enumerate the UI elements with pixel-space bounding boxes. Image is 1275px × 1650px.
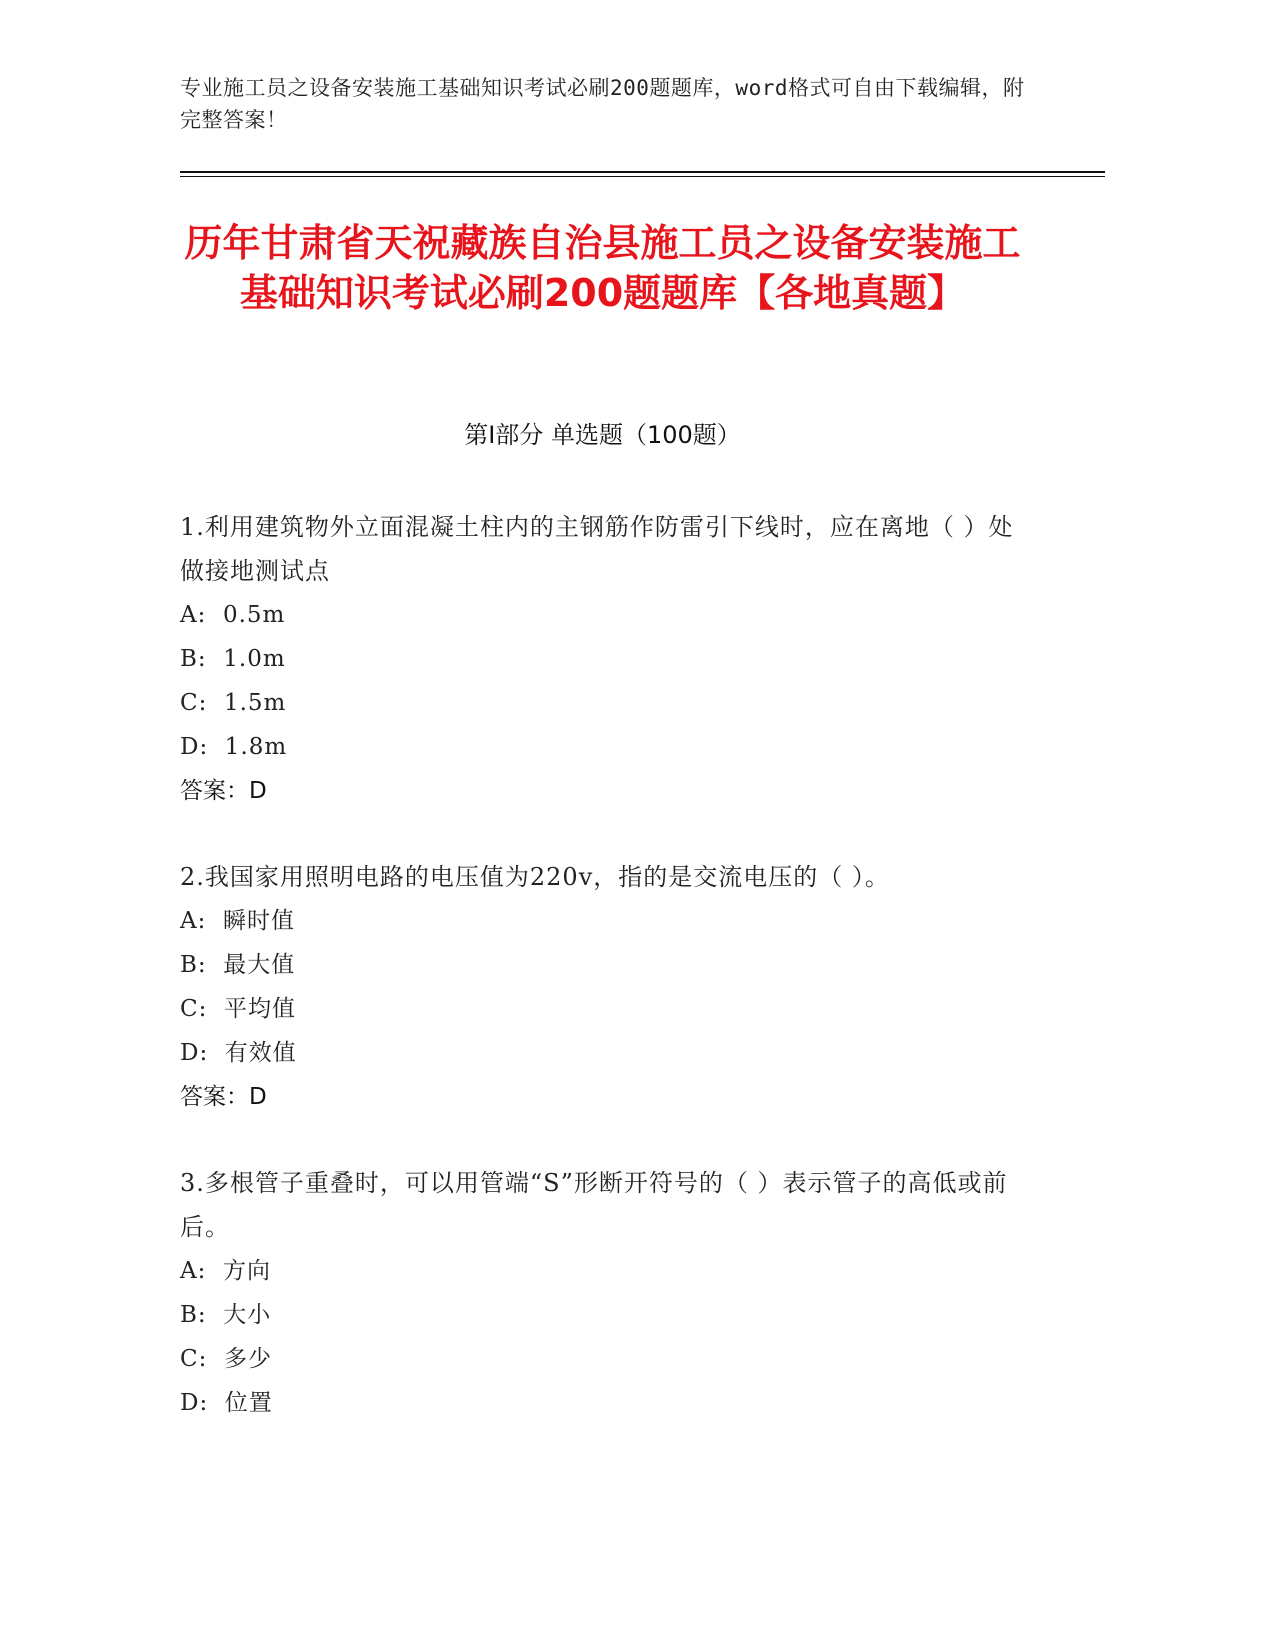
answer: 答案：D [180,778,267,804]
option-c: C: 多少 [180,1346,272,1372]
answer: 答案：D [180,1084,267,1110]
question-3 [180,1161,1025,1425]
question-stem: 1.利用建筑物外立面混凝土柱内的主钢筋作防雷引下线时，应在离地（ ）处做接地测试点 [180,513,1014,585]
option-c: C: 1.5m [180,690,287,716]
option-b: B: 最大值 [180,952,296,978]
option-b: B: 大小 [180,1302,272,1328]
option-d: D: 有效值 [180,1040,297,1066]
question-2 [180,855,1025,1119]
document-title: 历年甘肃省天祝藏族自治县施工员之设备安装施工基础知识考试必刷200题题库【各地真题】 [184,221,1021,315]
question-list [180,505,1025,1467]
option-d: D: 位置 [180,1390,273,1416]
question-stem: 3.多根管子重叠时，可以用管端“S”形断开符号的（ ）表示管子的高低或前后。 [180,1169,1008,1241]
option-a: A: 瞬时值 [180,908,295,934]
option-b: B: 1.0m [180,646,286,672]
option-a: A: 0.5m [180,602,286,628]
question-1 [180,505,1025,813]
question-stem: 2.我国家用照明电路的电压值为220v，指的是交流电压的（ ）。 [180,863,890,891]
header-divider-thin [180,176,1105,177]
header-note: 专业施工员之设备安装施工基础知识考试必刷200题题库，word格式可自由下载编辑，附完整答案！ [180,76,1025,132]
option-d: D: 1.8m [180,734,288,760]
header-divider-thick [180,171,1105,173]
option-a: A: 方向 [180,1258,271,1284]
option-c: C: 平均值 [180,996,296,1022]
section-title: 第Ⅰ部分 单选题（100题） [464,421,741,449]
